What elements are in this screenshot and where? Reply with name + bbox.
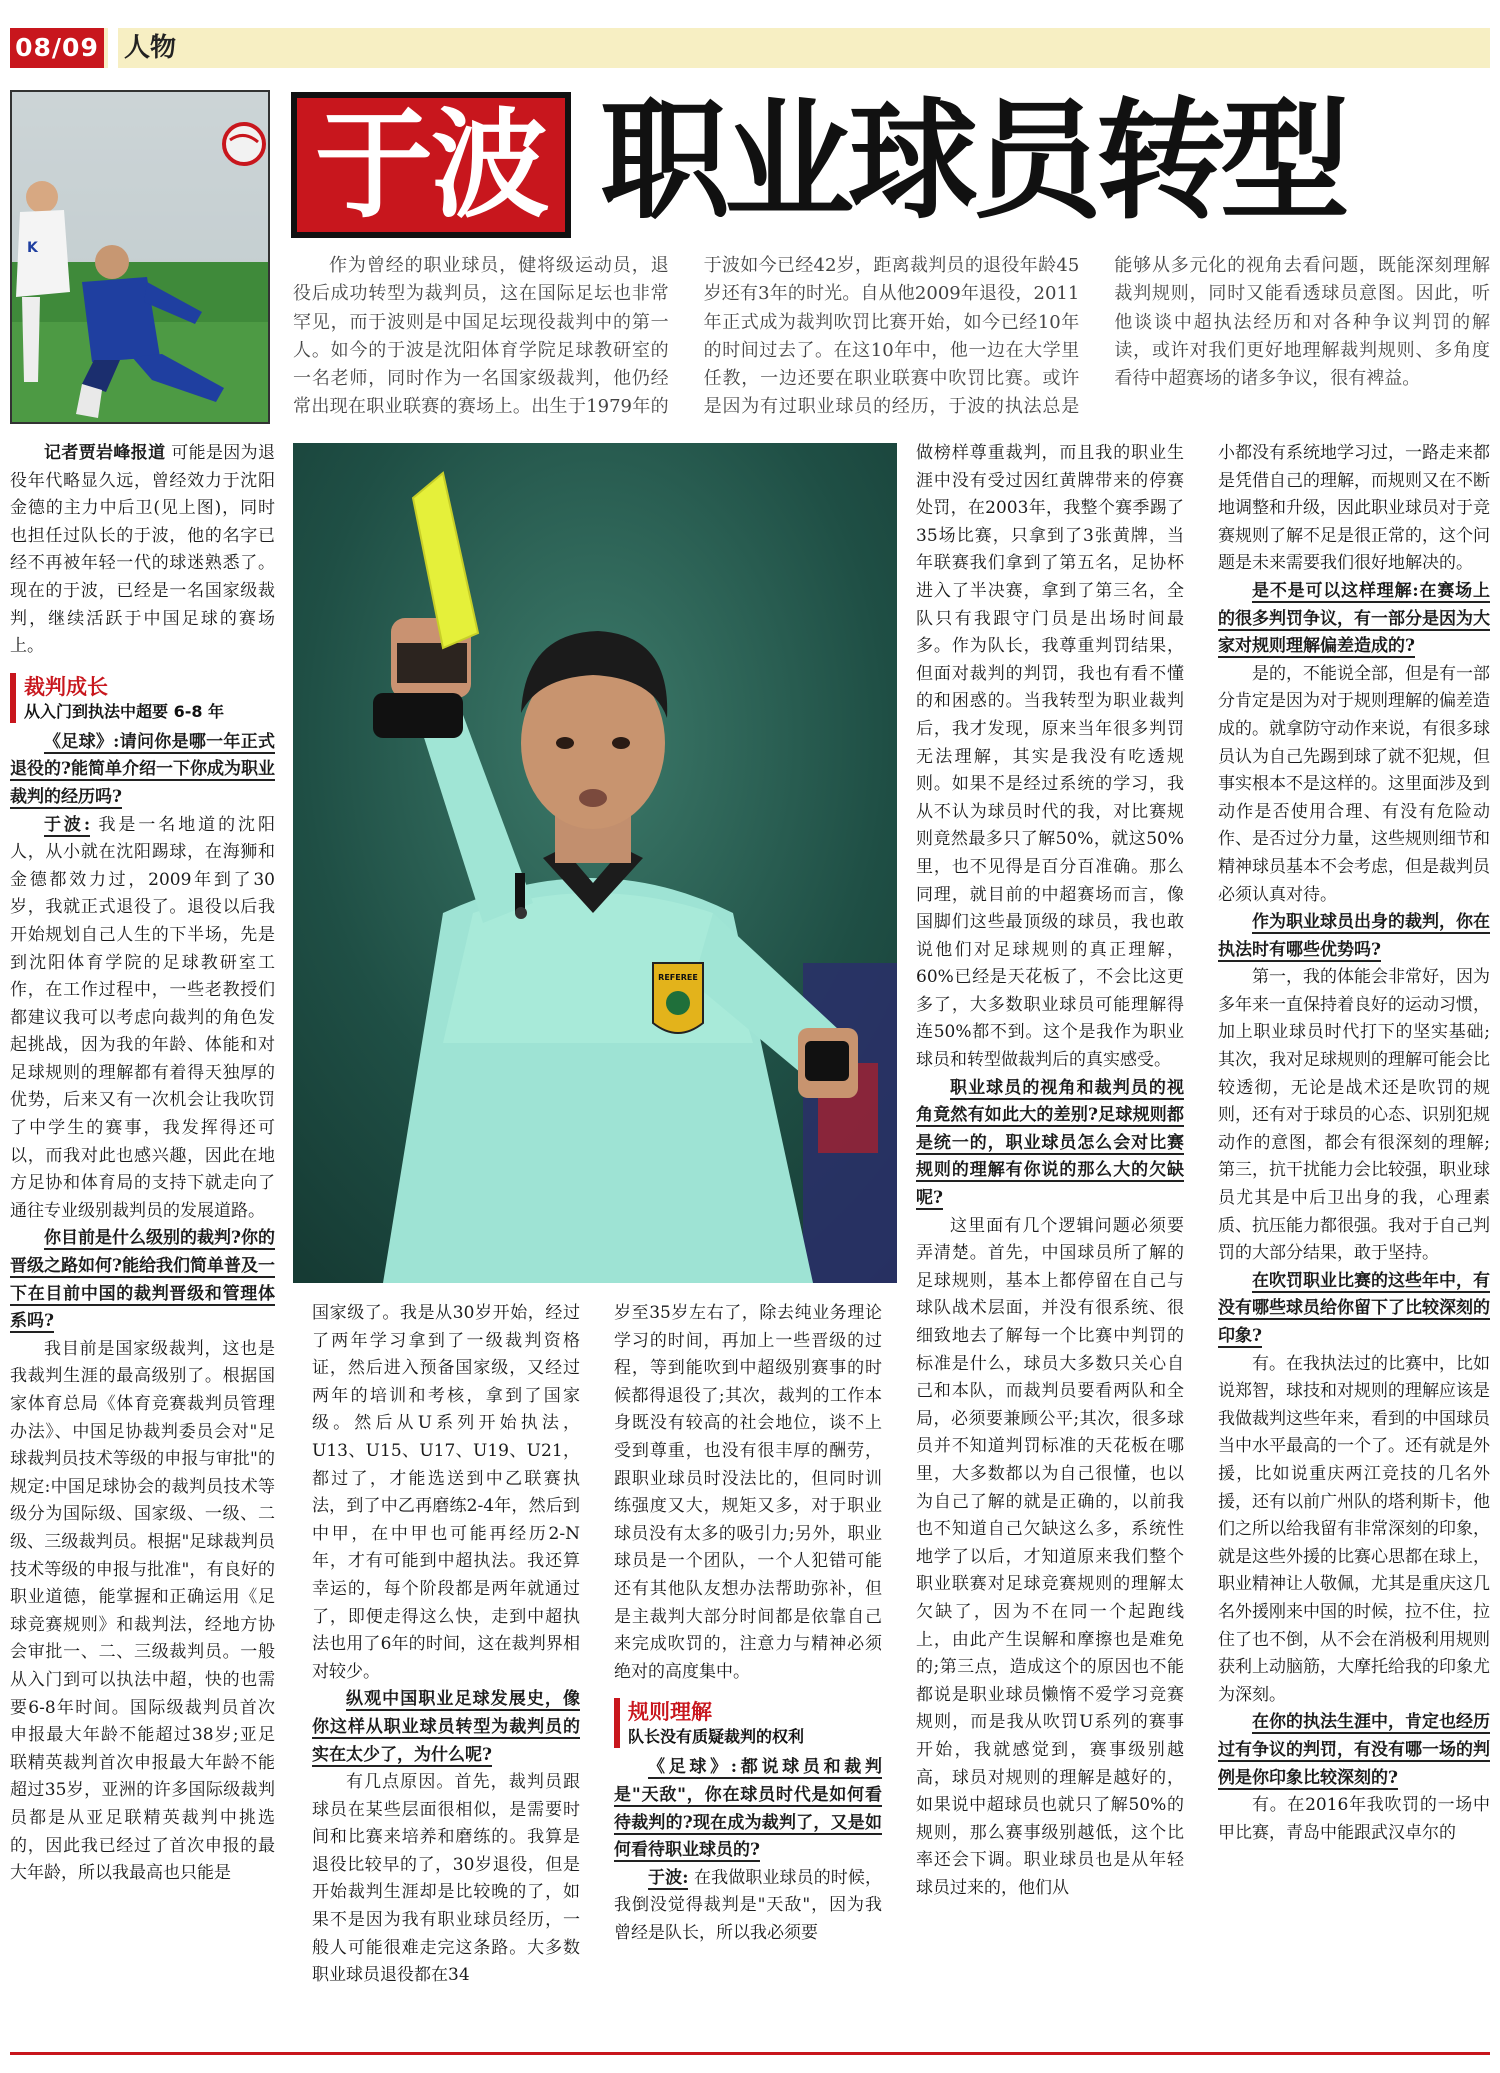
answer-paragraph: 第一，我的体能会非常好，因为多年来一直保持着良好的运动习惯，加上职业球员时代打下的坚实基础;其次，我对足球规则的理解可能会比较透彻，无论是战术还是吹罚的规则，还有对于球员的心态、识别犯规动作的意图，都会有很深刻的理解;第三，抗干扰能力会比较强，职业球员尤其是中后卫出身的我，心理素质、抗压能力都很强。我对于自己判罚的大部分结果，敢于坚持。 [1218,967,1490,1264]
subhead-subtitle: 从入门到执法中超要 6-8 年 [24,701,225,721]
page-number: 08/09 [10,28,104,68]
speaker-label: 于波: [44,814,91,835]
subhead-rule-understanding [614,1698,882,1748]
page-header [10,28,1490,68]
referee-photo-illustration [293,443,897,1283]
answer-text: 我是一名地道的沈阳人，从小就在沈阳踢球，在海狮和金德都效力过，2009年到了30岁，我就正式退役了。退役以后我开始规划自己人生的下半场，先是到沈阳体育学院的足球教研室工作，在工作过程中，一些老教授们都建议我可以考虑向裁判的角色发起挑战，因为我的年龄、体能和对足球规则的理解都有着得天独厚的优势，后来又有一次机会让我吹罚了中学生的赛事，我发挥得还可以，而我对此也感兴趣，因此在地方足协和体育局的支持下就走向了通往专业级别裁判员的发展道路。 [10,814,275,1221]
answer-paragraph [10,812,275,1226]
lead-paragraph [293,252,1490,427]
header-divider [108,28,118,68]
bottom-rule [10,2052,1490,2055]
headline-name: 于波 [314,96,547,234]
section-name: 人物 [124,33,177,63]
lead-text: 作为曾经的职业球员，健将级运动员，退役后成功转型为裁判员，这在国际足坛也非常罕见，而于波则是中国足坛现役裁判中的第一人。如今的于波是沈阳体育学院足球教研室的一名老师，同时作为一名国家级裁判，他仍经常出现在职业联赛的赛场上。出生于1979年的于波如今已经42岁，距离裁判员的退役年龄45岁还有3年的时光。自从他2009年退役，2011年正式成为裁判吹罚比赛开始，如今已经10年的时间过去了。在这10年中，他一边在大学里任教，一边还要在职业联赛中吹罚比赛。或许是因为有过职业球员的经历，于波的执法总是能够从多元化的视角去看问题，既能深刻理解裁判规则，同时又能看透球员意图。因此，听他谈谈中超执法经历和对各种争议判罚的解读，或许对我们更好地理解裁判规则、多角度看待中超赛场的诸多争议，很有裨益。 [293,255,1490,418]
article-column-3 [614,1300,882,2050]
question-text: 《足球》:请问你是哪一年正式退役的?能简单介绍一下你成为职业裁判的经历吗? [10,731,275,807]
byline: 记者贾岩峰报道 [44,443,166,463]
answer-paragraph: 国家级了。我是从30岁开始，经过了两年学习拿到了一级裁判资格证，然后进入预备国家级，又经过两年的培训和考核，拿到了国家级。然后从U系列开始执法，U13、U15、U17、U19、U21，都过了，才能选送到中乙联赛执法，到了中乙再磨练2-4年，然后到中甲，在中甲也可能再经历2-N年，才有可能到中超执法。我还算幸运的，每个阶段都是两年就通过了，即便走得这么快，走到中超执法也用了6年的时间，这在裁判界相对较少。 [312,1303,580,1682]
question-text: 《足球》:都说球员和裁判是"天敌"，你在球员时代是如何看待裁判的?现在成为裁判了，又是如何看待职业球员的? [614,1757,882,1861]
answer-paragraph: 有。在2016年我吹罚的一场中甲比赛，青岛中能跟武汉卓尔的 [1218,1795,1490,1843]
question [10,1225,275,1335]
player-photo-illustration [12,92,268,422]
answer-paragraph: 岁至35岁左右了，除去纯业务理论学习的时间，再加上一些晋级的过程，等到能吹到中超级别赛事的时候都得退役了;其次，裁判的工作本身既没有较高的社会地位，谈不上受到尊重，也没有很丰厚的酬劳，跟职业球员时没法比的，但同时训练强度又大，规矩又多，对于职业球员没有太多的吸引力;另外，职业球员是一个团队，一个人犯错可能还有其他队友想办法帮助弥补，但是主裁判大部分时间都是依靠自己来完成吹罚的，注意力与精神必须绝对的高度集中。 [614,1303,882,1682]
answer-paragraph: 是的，不能说全部，但是有一部分肯定是因为对于规则理解的偏差造成的。就拿防守动作来说，有很多球员认为自己先踢到球了就不犯规，但事实根本不是这样的。这里面涉及到动作是否使用合理、有没有危险动作、是否过分力量，这些规则细节和精神球员基本不会考虑，但是裁判员必须认真对待。 [1218,663,1490,905]
subhead-subtitle: 队长没有质疑裁判的权利 [628,1727,805,1747]
question [916,1075,1184,1213]
question-text: 在你的执法生涯中，肯定也经历过有争议的判罚，有没有哪一场的判例是你印象比较深刻的? [1218,1712,1490,1788]
subhead-title: 裁判成长 [24,674,108,699]
headline-name-box [291,92,571,238]
article-column-5 [1218,440,1490,2050]
question-text: 你目前是什么级别的裁判?你的晋级之路如何?能给我们简单普及一下在目前中国的裁判晋级和管理体系吗? [10,1228,275,1332]
article-column-2 [312,1300,580,2050]
intro-paragraph [10,440,275,661]
headline-title: 职业球员转型 [600,85,1345,237]
answer-paragraph [614,1865,882,1948]
question-text: 是不是可以这样理解:在赛场上的很多判罚争议，有一部分是因为大家对规则理解偏差造成的? [1218,580,1490,657]
answer-paragraph: 这里面有几个逻辑问题必须要弄清楚。首先，中国球员所了解的足球规则，基本上都停留在自己与球队战术层面，并没有很系统、很细致地去了解每一个比赛中判罚的标准是什么，球员大多数只关心自己和本队，而裁判员要看两队和全局，必须要兼顾公平;其次，很多球员并不知道判罚标准的天花板在哪里，大多数都以为自己很懂，也以为自己了解的就是正确的，以前我也不知道自己欠缺这么多，系统性地学了以后，才知道原来我们整个职业联赛对足球竞赛规则的理解太欠缺了，因为不在同一个起跑线上，由此产生误解和摩擦也是难免的;第三点，造成这个的原因也不能都说是职业球员懒惰不爱学习竞赛规则，而是我从吹罚U系列的赛事开始，我就感觉到，赛事级别越高，球员对规则的理解是越好的，如果说中超球员也就只了解50%的规则，那么赛事级别越低，这个比率还会下调。职业球员也是从年轻球员过来的，他们从 [916,1215,1184,1898]
question [312,1686,580,1769]
player-photo [10,90,270,424]
question [614,1754,882,1864]
article-column-1 [10,440,275,2050]
answer-paragraph: 小都没有系统地学习过，一路走来都是凭借自己的理解，而规则又在不断地调整和升级，因此职业球员对于竞赛规则了解不足是很正常的，这个问题是未来需要我们很好地解决的。 [1218,443,1490,574]
subhead-referee-growth [10,673,275,723]
question [1218,909,1490,964]
answer-paragraph: 有几点原因。首先，裁判员跟球员在某些层面很相似，是需要时间和比赛来培养和磨练的。我算是退役比较早的了，30岁退役，但是开始裁判生涯却是比较晚的了，如果不是因为我有职业球员经历，一般人可能很难走完这条路。大多数职业球员退役都在34 [312,1772,580,1986]
question-text: 作为职业球员出身的裁判，你在执法时有哪些优势吗? [1218,912,1490,960]
answer-paragraph: 有。在我执法过的比赛中，比如说郑智，球技和对规则的理解应该是我做裁判这些年来，看到的中国球员当中水平最高的一个了。还有就是外援，比如说重庆两江竞技的几名外援，还有以前广州队的塔利斯卡，他们之所以给我留有非常深刻的印象，就是这些外援的比赛心思都在球上，职业精神让人敬佩，尤其是重庆这几名外援刚来中国的时候，拉不住，拉住了也不倒，从不会在消极利用规则获利上动脑筋，大摩托给我的印象尤为深刻。 [1218,1353,1490,1705]
answer-paragraph: 我目前是国家级裁判，这也是我裁判生涯的最高级别了。根据国家体育总局《体育竞赛裁判员管理办法》、中国足协裁判委员会对"足球裁判员技术等级的申报与审批"的规定:中国足球协会的裁判员技术等级分为国际级、国家级、一级、二级、三级裁判员。根据"足球裁判员技术等级的申报与批准"，有良好的职业道德，能掌握和正确运用《足球竞赛规则》和裁判法，经地方协会审批一、二、三级裁判员。一般从入门到可以执法中超，快的也需要6-8年时间。国际级裁判员首次申报最大年龄不能超过38岁;亚足联精英裁判首次申报最大年龄不能超过35岁，亚洲的许多国际级裁判员都是从亚足联精英裁判中挑选的，因此我已经过了首次申报的最大年龄，所以我最高也只能是 [10,1338,275,1884]
question-text: 在吹罚职业比赛的这些年中，有没有哪些球员给你留下了比较深刻的印象? [1218,1270,1490,1346]
answer-paragraph: 做榜样尊重裁判，而且我的职业生涯中没有受过因红黄牌带来的停赛处罚，在2003年，我整个赛季踢了35场比赛，只拿到了3张黄牌，当年联赛我们拿到了第五名，足协杯进入了半决赛，拿到了第三名，全队只有我跟守门员是出场时间最多。作为队长，我尊重判罚结果，但面对裁判的判罚，我也有看不懂的和困惑的。当我转型为职业裁判后，我才发现，原来当年很多判罚无法理解，其实是我没有吃透规则。如果不是经过系统的学习，我从不认为球员时代的我，对比赛规则竟然最多只了解50%，就这50%里，也不见得是百分百准确。那么同理，就目前的中超赛场而言，像国脚们这些最顶级的球员，我也敢说他们对足球规则的真正理解，60%已经是天花板了，不会比这更多了，大多数职业球员可能理解得连50%都不到。这个是我作为职业球员和转型做裁判后的真实感受。 [916,443,1184,1071]
referee-photo [293,443,897,1283]
referee-badge-text: REFEREE [658,973,698,982]
kit-logo: K [27,240,38,256]
subhead-title: 规则理解 [628,1700,712,1725]
answer-text: 在我做职业球员的时候，我倒没觉得裁判是"天敌"，因为我曾经是队长，所以我必须要 [614,1867,883,1943]
question [1218,578,1490,661]
speaker-label: 于波: [648,1867,689,1888]
question [1218,1709,1490,1792]
question [10,729,275,812]
question [1218,1268,1490,1351]
article-column-4 [916,440,1184,2050]
question-text: 职业球员的视角和裁判员的视角竟然有如此大的差别?足球规则都是统一的，职业球员怎么会对比赛规则的理解有你说的那么大的欠缺呢? [916,1077,1184,1209]
question-text: 纵观中国职业足球发展史，像你这样从职业球员转型为裁判员的实在太少了，为什么呢? [312,1689,580,1765]
intro-text: 可能是因为退役年代略显久远，曾经效力于沈阳金德的主力中后卫(见上图)，同时也担任过队长的于波，他的名字已经不再被年轻一代的球迷熟悉了。现在的于波，已经是一名国家级裁判，继续活跃于中国足球的赛场上。 [10,443,276,657]
